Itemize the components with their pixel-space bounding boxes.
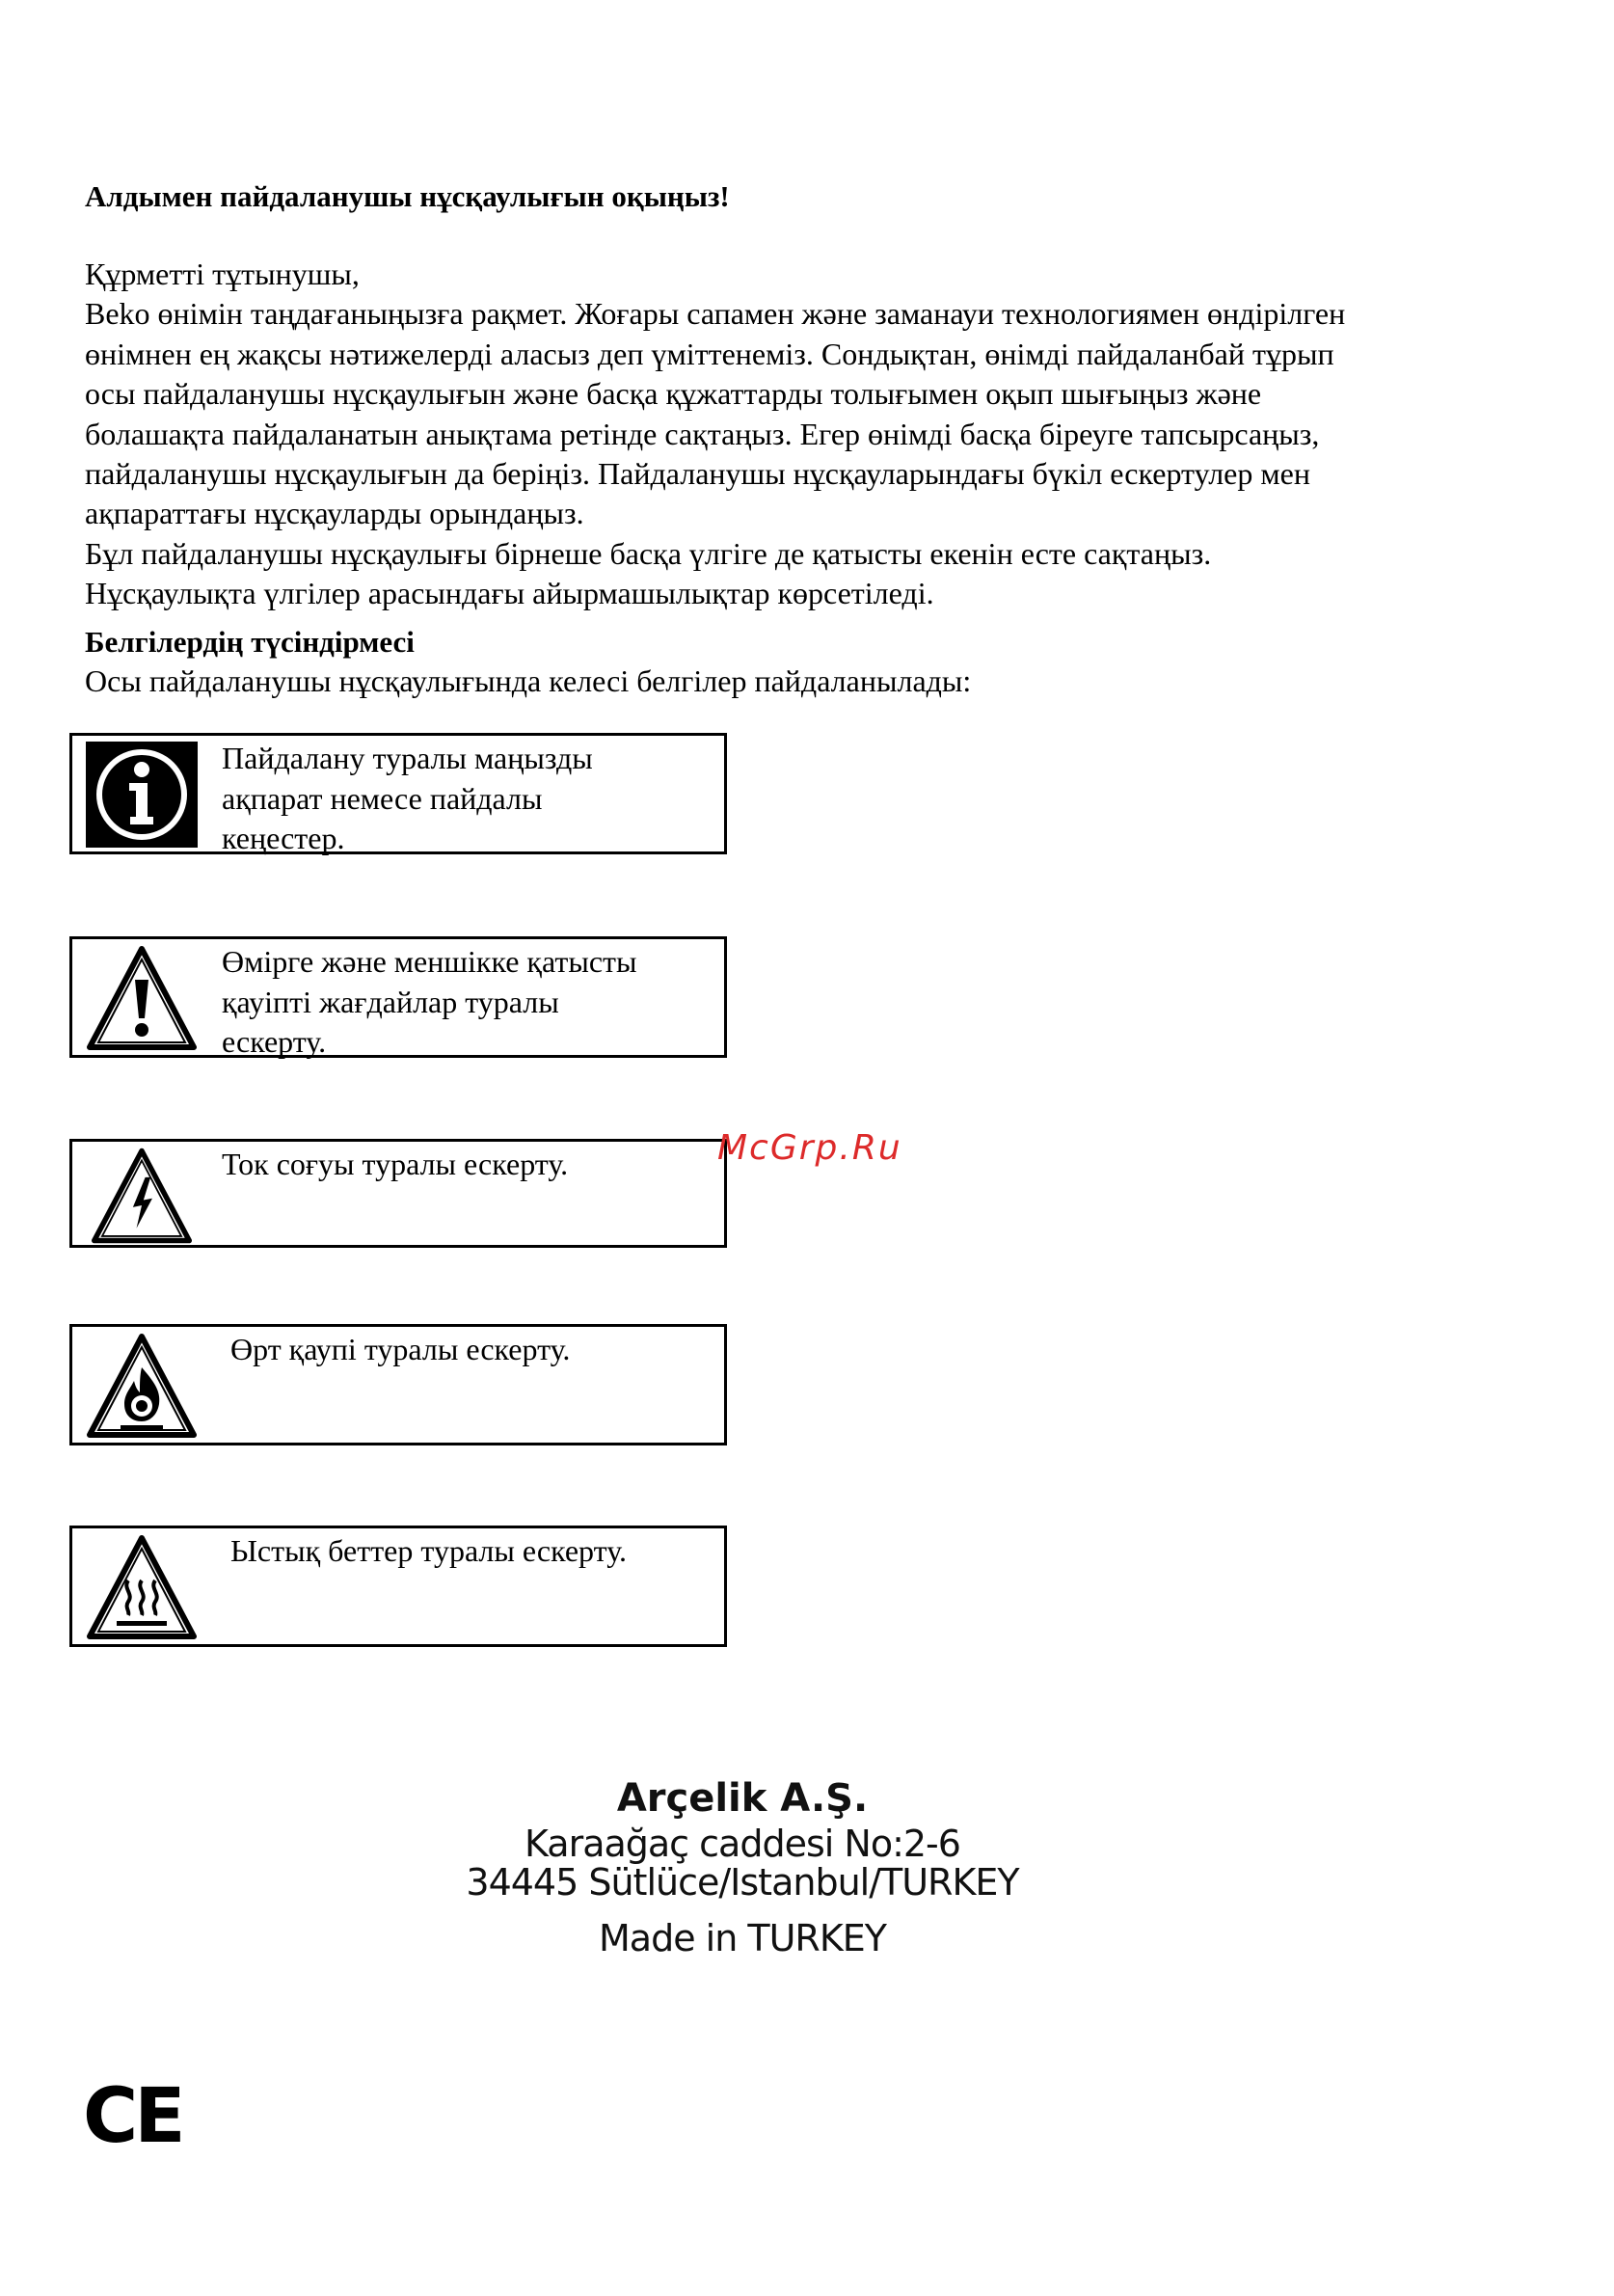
company-name: Arçelik A.Ş. — [616, 1776, 869, 1821]
symbol-text-line: ақпарат немесе пайдалы — [222, 780, 543, 816]
intro-line: Beko өнімін таңдағаныңызға рақмет. Жоғары сапамен және заманауи технологиямен өндірілген — [85, 296, 1346, 332]
company-address-1: Karaağaç caddesi No:2-6 — [525, 1823, 960, 1865]
intro-line: ақпараттағы нұсқауларды орындаңыз. — [85, 496, 584, 531]
symbol-hot-surface-text — [230, 1531, 722, 1572]
symbol-info-text — [222, 739, 713, 859]
symbol-text-line: Ток соғуы туралы ескерту. — [222, 1147, 569, 1181]
company-address-2: 34445 Sütlüce/Istanbul/TURKEY — [466, 1861, 1019, 1904]
intro-line: болашақта пайдаланатын анықтама ретінде сақтаңыз. Егер өнімді басқа біреуге тапсырсаңыз, — [85, 416, 1320, 451]
symbol-electric-box — [69, 1139, 727, 1248]
symbol-text-line: қауіпті жағдайлар туралы — [222, 984, 559, 1019]
made-in: Made in TURKEY — [599, 1917, 886, 1959]
symbol-text-line: Ыстық беттер туралы ескерту. — [230, 1533, 627, 1568]
symbols-intro: Осы пайдаланушы нұсқаулығында келесі белгілер пайдаланылады: — [85, 663, 972, 698]
intro-line: Бұл пайдаланушы нұсқаулығы бірнеше басқа үлгіге де қатысты екенін есте сақтаңыз. — [85, 535, 1212, 571]
symbol-text-line: Өрт қаупі туралы ескерту. — [230, 1332, 571, 1366]
symbol-text-line: ескерту. — [222, 1024, 327, 1059]
intro-line: Құрметті тұтынушы, — [85, 257, 360, 291]
intro-line: Нұсқаулықта үлгілер арасындағы айырмашылықтар көрсетіледі. — [85, 576, 934, 611]
symbol-hot-surface-box — [69, 1526, 727, 1647]
page-heading: Алдымен пайдаланушы нұсқаулығын оқыңыз! — [85, 179, 730, 213]
intro-line: өнімнен ең жақсы нәтижелерді аласыз деп үміттенеміз. Сондықтан, өнімді пайдаланбай тұрып — [85, 336, 1334, 371]
symbol-electric-text — [222, 1145, 713, 1185]
symbol-info-box — [69, 733, 727, 854]
electric-shock-icon — [84, 1146, 200, 1246]
symbol-text-line: Пайдалану туралы маңызды — [222, 741, 593, 775]
symbol-fire-box — [69, 1324, 727, 1445]
watermark: McGrp.Ru — [717, 1128, 902, 1168]
fire-hazard-icon — [84, 1331, 200, 1441]
symbol-fire-text — [230, 1330, 722, 1370]
symbols-heading: Белгілердің түсіндірмесі — [85, 625, 415, 659]
symbol-text-line: Өмірге және меншікке қатысты — [222, 944, 637, 979]
warning-icon — [84, 943, 200, 1053]
hot-surface-icon — [84, 1532, 200, 1642]
symbol-text-line: кеңестер. — [222, 821, 345, 855]
info-icon — [84, 740, 200, 850]
symbol-warning-box — [69, 936, 727, 1058]
ce-mark: CE — [83, 2073, 182, 2160]
intro-line: пайдаланушы нұсқаулығын да беріңіз. Пайдаланушы нұсқауларындағы бүкіл ескертулер мен — [85, 456, 1310, 492]
symbol-warning-text — [222, 942, 713, 1063]
intro-paragraph — [85, 255, 1550, 614]
intro-line: осы пайдаланушы нұсқаулығын және басқа құжаттарды толығымен оқып шығыңыз және — [85, 376, 1262, 412]
